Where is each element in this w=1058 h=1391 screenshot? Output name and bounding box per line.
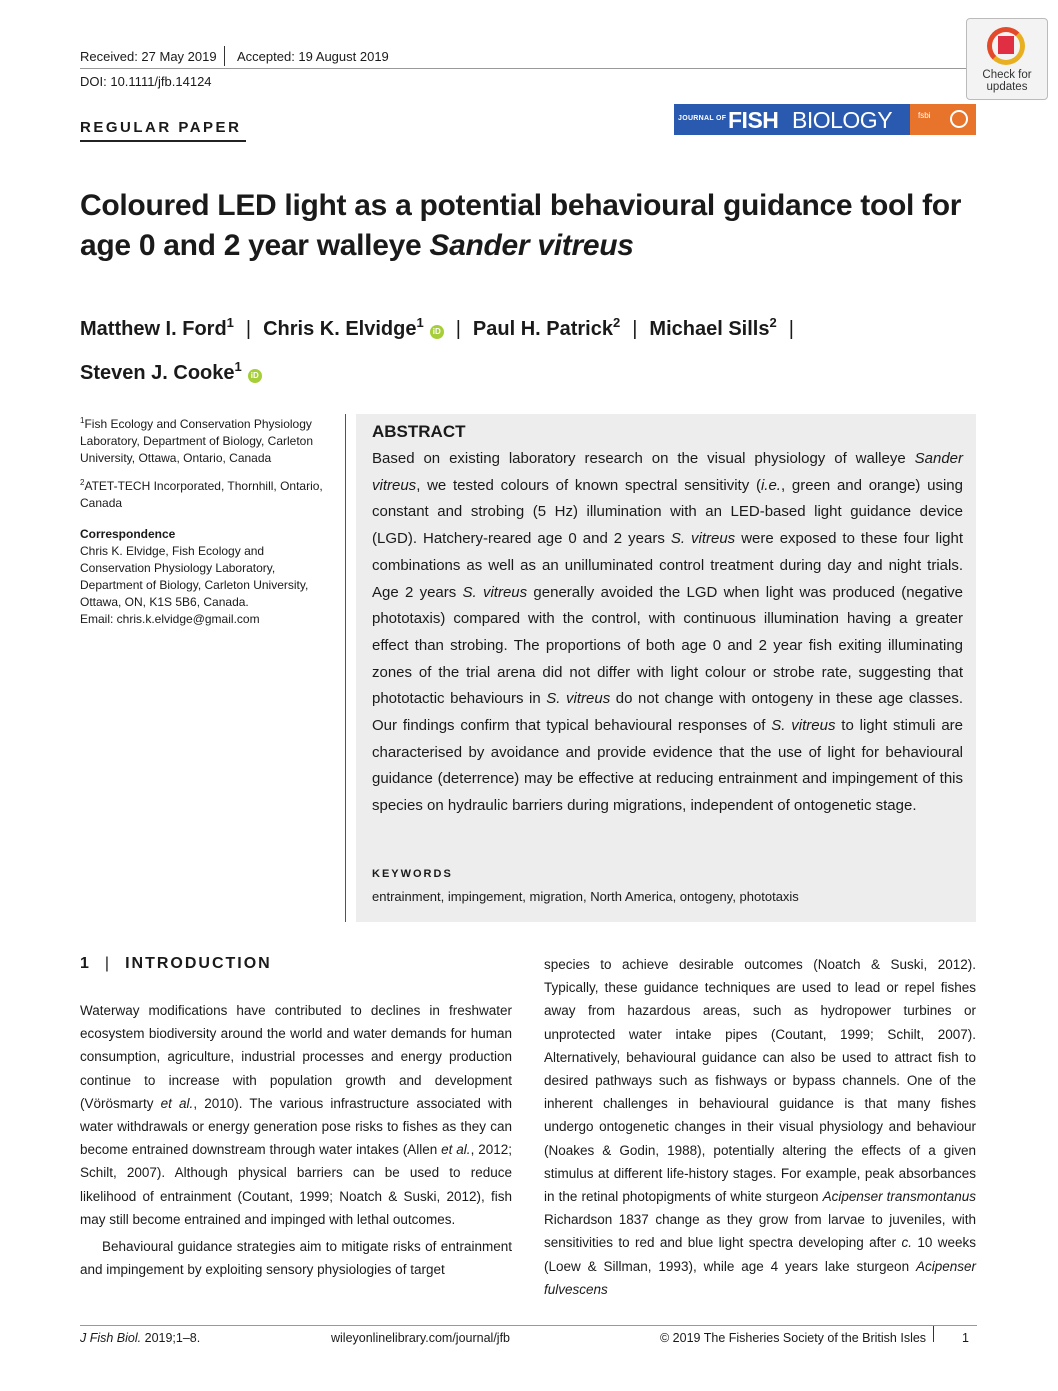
check-for-updates-badge[interactable] <box>966 18 1048 100</box>
footer-copyright: © 2019 The Fisheries Society of the British Isles <box>660 1331 927 1345</box>
page-number: 1 <box>962 1331 969 1345</box>
abstract-divider <box>345 414 346 922</box>
author-sup: 1 <box>416 315 424 330</box>
author-separator: | <box>632 318 638 340</box>
footer-divider <box>933 1326 934 1342</box>
accepted-date: Accepted: 19 August 2019 <box>237 49 389 64</box>
author-name[interactable]: Paul H. Patrick <box>472 318 613 340</box>
affiliation-2: $^2$ATET-TECH Incorporated, Thornhill, Ontario, Canada <box>80 478 323 510</box>
journal-fish: FISH <box>728 107 779 133</box>
header-rule <box>80 68 977 69</box>
correspondence-email[interactable]: Email: chris.k.elvidge@gmail.com <box>80 612 260 626</box>
intro-paragraph-1: Waterway modifications have contributed to declines in freshwater ecosystem biodiversity around the world and water demands for human consumption, agriculture, industrial processes and energy production continue to increase with population growth and development (Vörösmarty et al., 2010). The various infrastructure associated with water withdrawals or energy generation pose risks to fishes as they can become entrained downstream through water intakes (Allen et al., 2012; Schilt, 2007). Although physical barriers can be used to reduce likelihood of entrainment (Coutant, 1999; Noatch & Suski, 2012), fish may still become entrained and impinged with lethal outcomes. <box>80 1003 512 1227</box>
journal-prefix: JOURNAL OF <box>678 115 727 122</box>
journal-biology: BIOLOGY <box>792 107 893 133</box>
journal-logo <box>674 104 976 135</box>
title-line1: Coloured LED light as a potential behavioural guidance tool for <box>80 189 962 222</box>
author-list <box>80 304 960 392</box>
author-name[interactable]: Chris K. Elvidge <box>263 318 417 340</box>
orcid-icon[interactable]: iD <box>248 369 262 383</box>
doi[interactable]: DOI: 10.1111/jfb.14124 <box>80 74 212 89</box>
society-logo <box>910 104 976 135</box>
article-title <box>80 186 980 266</box>
intro-column-left <box>80 999 512 1281</box>
author-separator: | <box>245 318 252 340</box>
orcid-icon[interactable]: iD <box>430 325 444 339</box>
keywords-list: entrainment, impingement, migration, North America, ontogeny, phototaxis <box>372 889 799 904</box>
footer-citation: J Fish Biol. 2019;1–8. <box>80 1331 201 1345</box>
header-divider <box>224 46 225 66</box>
title-line2: age 0 and 2 year walleye <box>80 229 430 262</box>
received-date: Received: 27 May 2019 <box>80 49 217 64</box>
abstract-heading: ABSTRACT <box>372 422 466 441</box>
section-heading-introduction: 1 | INTRODUCTION <box>80 955 272 972</box>
intro-column-right <box>544 953 976 1301</box>
author-name[interactable]: Michael Sills <box>649 318 770 340</box>
correspondence-body: Chris K. Elvidge, Fish Ecology and Conservation Physiology Laboratory, Department of Biology, Carleton University, Ottawa, ON, K1S 5B6, Canada. Email: chris.k.elvidge@gmail.com <box>80 544 309 626</box>
check-updates-label: Check for updates <box>982 69 1032 93</box>
article-type: REGULAR PAPER <box>80 119 242 136</box>
article-type-underline <box>80 140 246 142</box>
society-abbr: fsbi <box>918 111 931 120</box>
bookmark-icon <box>998 36 1014 54</box>
footer-url[interactable]: wileyonlinelibrary.com/journal/jfb <box>331 1331 511 1345</box>
author-name[interactable]: Matthew I. Ford <box>80 318 227 340</box>
author-separator: | <box>788 318 794 340</box>
intro-paragraph-2: Behavioural guidance strategies aim to mitigate risks of entrainment and impingement by exploiting sensory physiologies of target <box>80 1239 512 1278</box>
affiliations <box>80 412 340 628</box>
footer-rule <box>80 1325 977 1326</box>
author-separator: | <box>455 318 461 340</box>
author-name[interactable]: Steven J. Cooke <box>80 362 235 384</box>
author-sup: 2 <box>769 315 777 330</box>
society-ring-icon <box>950 110 968 128</box>
title-species: Sander vitreus <box>429 229 634 262</box>
author-sup: 1 <box>234 359 242 374</box>
correspondence-heading: Correspondence <box>80 527 176 541</box>
author-sup: 1 <box>226 315 234 330</box>
author-sup: 2 <box>612 315 621 330</box>
affiliation-1: $^1$Fish Ecology and Conservation Physiology Laboratory, Department of Biology, Carleton University, Ottawa, Ontario, Canada <box>80 416 314 465</box>
abstract-text: Based on existing laboratory research on the visual physiology of walleye Sander vitreus, we tested colours of known spectral sensitivity (i.e., green and orange) using constant and strobing (5 Hz) illumination with an LED-based light guidance device (LGD). Hatchery-reared age 0 and 2 years S. vitreus were exposed to these four light combinations as well as an unilluminated control treatment during day and night trials. Age 2 years S. vitreus generally avoided the LGD when light was produced (negative phototaxis) compared with the control, with continuous illumination having a greater effect than strobing. The proportions of both age 0 and 2 year fish exiting illuminating zones of the trial arena did not differ with light colour or strobe rate, suggesting that phototactic behaviours in S. vitreus do not change with ontogeny in these age classes. Our findings confirm that typical behavioural responses of S. vitreus to light stimuli are characterised by avoidance and provide evidence that the use of light for behavioural guidance (deterrence) may be effective at reducing entrainment and impingement of this species on hydraulic barriers during migrations, independent of ontogenetic stage. <box>372 450 963 815</box>
intro-paragraph-continued: species to achieve desirable outcomes (Noatch & Suski, 2012). Typically, these guidance techniques are used to lead or repel fishes away from hazardous areas, such as hydropower turbines or unprotected water intake pipes (Coutant, 1999; Schilt, 2007). Alternatively, behavioural guidance can also be used to attract fish to desired pathways such as fishways or bypass channels. One of the inherent challenges in behavioural guidance is that many fishes undergo ontogenetic changes in their visual physiology and behaviour (Noakes & Godin, 1988), potentially altering the effects of a given stimulus at different life-history stages. For example, peak absorbances in the retinal photopigments of white sturgeon Acipenser transmontanus Richardson 1837 change as they grow from larvae to juveniles, with sensitivities to red and blue light spectra developing after c. 10 weeks (Loew & Sillman, 1993), while age 4 years lake sturgeon Acipenser fulvescens <box>544 957 976 1297</box>
keywords-heading: KEYWORDS <box>372 868 453 880</box>
